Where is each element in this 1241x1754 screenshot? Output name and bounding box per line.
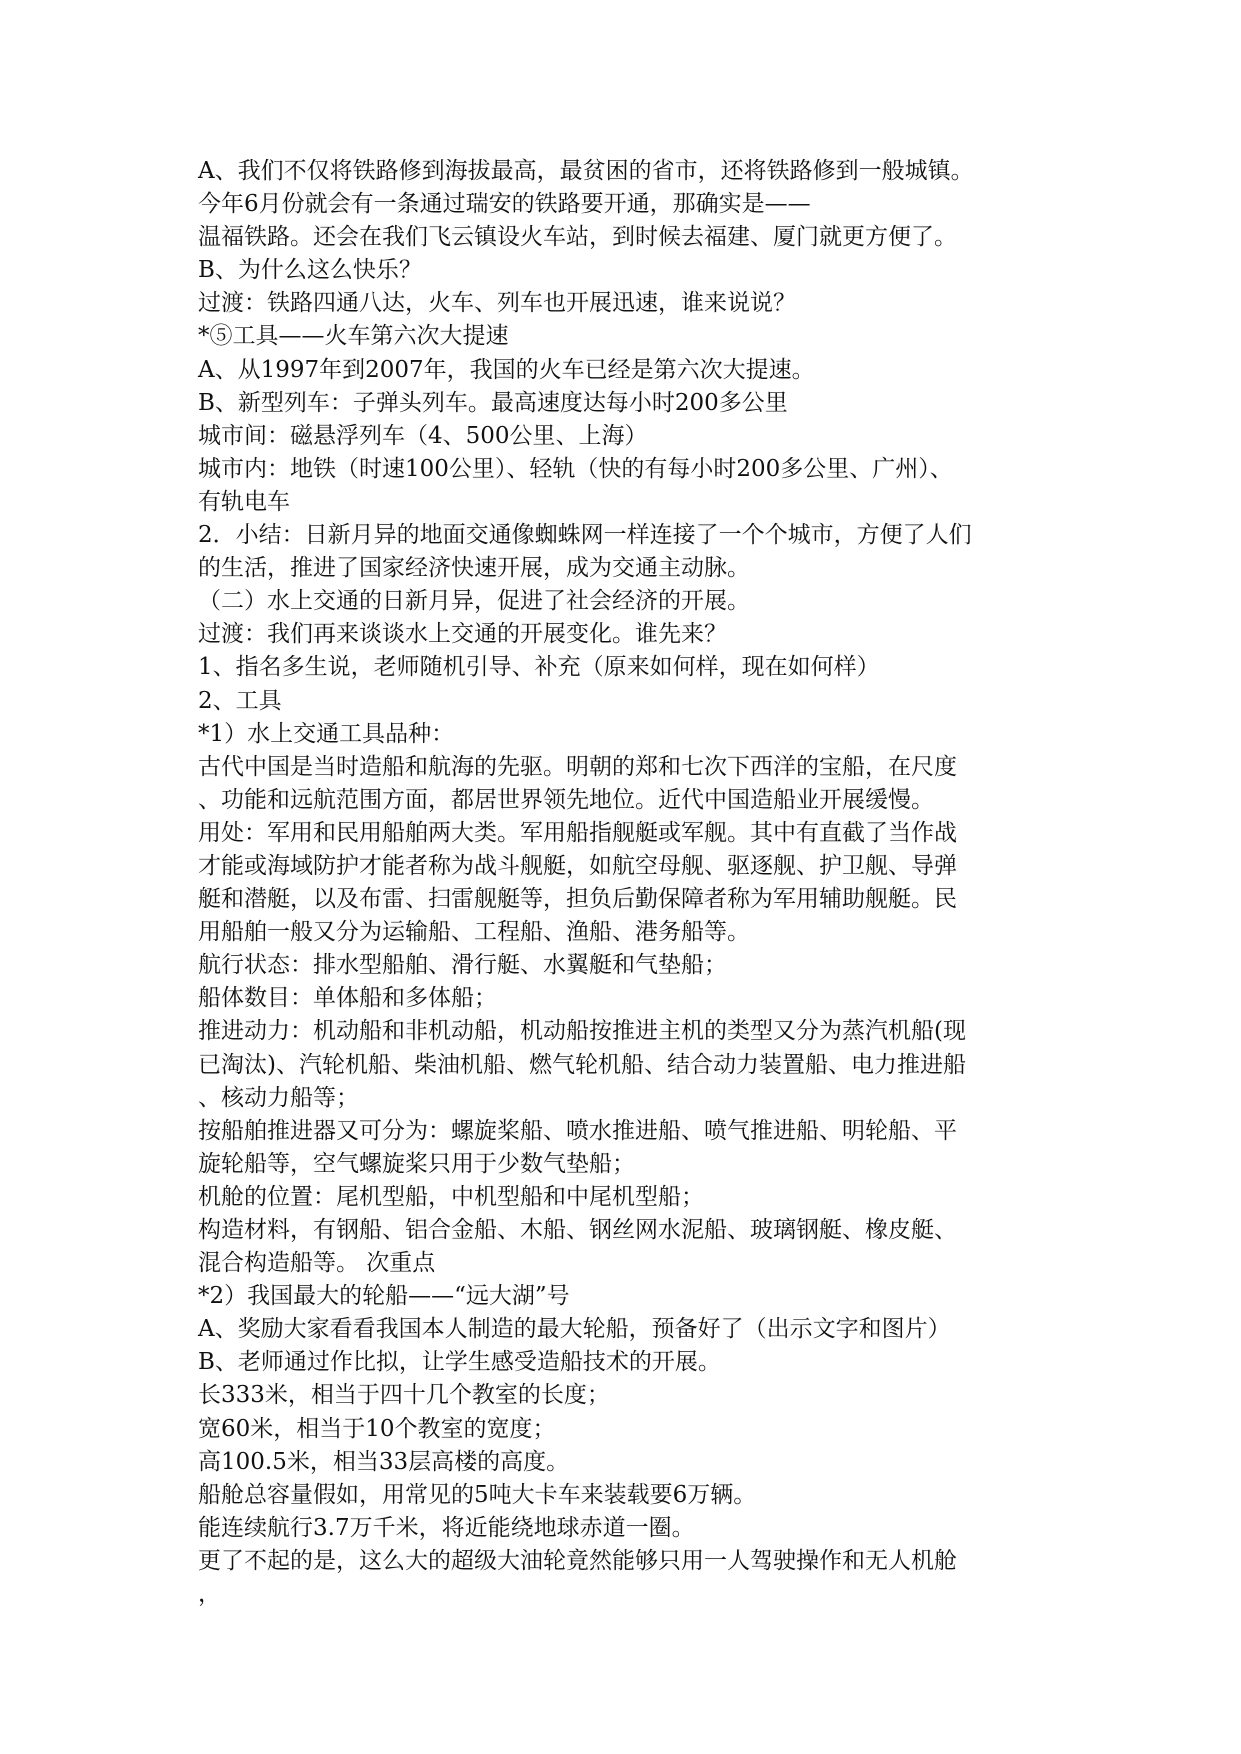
text-line: 用处：军用和民用船舶两大类。军用船指舰艇或军舰。其中有直截了当作战: [198, 819, 957, 846]
text-line: 船舱总容量假如，用常见的5吨大卡车来装载要6万辆。: [198, 1481, 757, 1508]
text-line: A、从1997年到2007年，我国的火车已经是第六次大提速。: [198, 356, 815, 383]
text-line: 1、指名多生说，老师随机引导、补充（原来如何样，现在如何样）: [198, 654, 880, 681]
text-line: 城市内：地铁（时速100公里）、轻轨（快的有每小时200多公里、广州）、: [198, 455, 953, 482]
text-line: 、功能和远航范围方面，都居世界领先地位。近代中国造船业开展缓慢。: [198, 786, 934, 813]
text-line: A、奖励大家看看我国本人制造的最大轮船，预备好了（出示文字和图片）: [198, 1316, 951, 1343]
text-line: 今年6月份就会有一条通过瑞安的铁路要开通，那确实是——: [198, 191, 811, 218]
text-line: 有轨电车: [198, 488, 290, 515]
text-line: B、老师通过作比拟，让学生感受造船技术的开展。: [198, 1349, 721, 1376]
text-line: 航行状态：排水型船舶、滑行艇、水翼艇和气垫船；: [198, 952, 727, 979]
document-body: [198, 155, 1048, 1611]
text-line: 古代中国是当时造船和航海的先驱。明朝的郑和七次下西洋的宝船，在尺度: [198, 753, 957, 780]
text-line: 旋轮船等，空气螺旋桨只用于少数气垫船；: [198, 1150, 635, 1177]
text-line: ，: [198, 1581, 221, 1608]
text-line: 能连续航行3.7万千米，将近能绕地球赤道一圈。: [198, 1514, 695, 1541]
text-line: 已淘汰)、汽轮机船、柴油机船、燃气轮机船、结合动力装置船、电力推进船: [198, 1051, 966, 1078]
section-heading: （二）水上交通的日新月异，促进了社会经济的开展。: [198, 588, 750, 615]
text-line: 、核动力船等；: [198, 1084, 359, 1111]
text-line: 过渡：铁路四通八达，火车、列车也开展迅速，谁来说说？: [198, 290, 796, 317]
text-line: 机舱的位置：尾机型船，中机型船和中尾机型船；: [198, 1183, 704, 1210]
text-line: 按船舶推进器又可分为：螺旋桨船、喷水推进船、喷气推进船、明轮船、平: [198, 1117, 957, 1144]
text-line: 2．小结：日新月异的地面交通像蜘蛛网一样连接了一个个城市，方便了人们: [198, 522, 972, 549]
text-line: 混合构造船等。 次重点: [198, 1250, 436, 1277]
text-line: 船体数目：单体船和多体船；: [198, 985, 497, 1012]
text-line: 长333米，相当于四十几个教室的长度；: [198, 1382, 610, 1409]
text-line: 更了不起的是，这么大的超级大油轮竟然能够只用一人驾驶操作和无人机舱: [198, 1547, 957, 1574]
text-line: 过渡：我们再来谈谈水上交通的开展变化。谁先来？: [198, 621, 727, 648]
text-line: 宽60米，相当于10个教室的宽度；: [198, 1415, 556, 1442]
text-line: A、我们不仅将铁路修到海拔最高，最贫困的省市，还将铁路修到一般城镇。: [198, 158, 974, 184]
text-line: 城市间：磁悬浮列车（4、500公里、上海）: [198, 422, 648, 449]
text-line: 艇和潜艇，以及布雷、扫雷舰艇等，担负后勤保障者称为军用辅助舰艇。民: [198, 886, 957, 913]
section-heading: *⑤工具——火车第六次大提速: [198, 323, 509, 350]
text-line: 高100.5米，相当33层高楼的高度。: [198, 1448, 570, 1475]
text-line: B、新型列车：子弹头列车。最高速度达每小时200多公里: [198, 389, 788, 416]
text-line: 才能或海域防护才能者称为战斗舰艇，如航空母舰、驱逐舰、护卫舰、导弹: [198, 852, 957, 879]
text-line: 构造材料，有钢船、铝合金船、木船、钢丝网水泥船、玻璃钢艇、橡皮艇、: [198, 1217, 957, 1243]
text-line: 用船舶一般又分为运输船、工程船、渔船、港务船等。: [198, 919, 750, 946]
section-heading: *2）我国最大的轮船——“远大湖”号: [198, 1283, 570, 1310]
text-line: 2、工具: [198, 687, 282, 714]
text-line: 的生活，推进了国家经济快速开展，成为交通主动脉。: [198, 555, 750, 582]
section-heading: *1）水上交通工具品种：: [198, 720, 455, 747]
text-line: 温福铁路。还会在我们飞云镇设火车站，到时候去福建、厦门就更方便了。: [198, 224, 957, 251]
text-line: 推进动力：机动船和非机动船，机动船按推进主机的类型又分为蒸汽机船(现: [198, 1018, 966, 1045]
text-line: B、为什么这么快乐？: [198, 257, 422, 284]
